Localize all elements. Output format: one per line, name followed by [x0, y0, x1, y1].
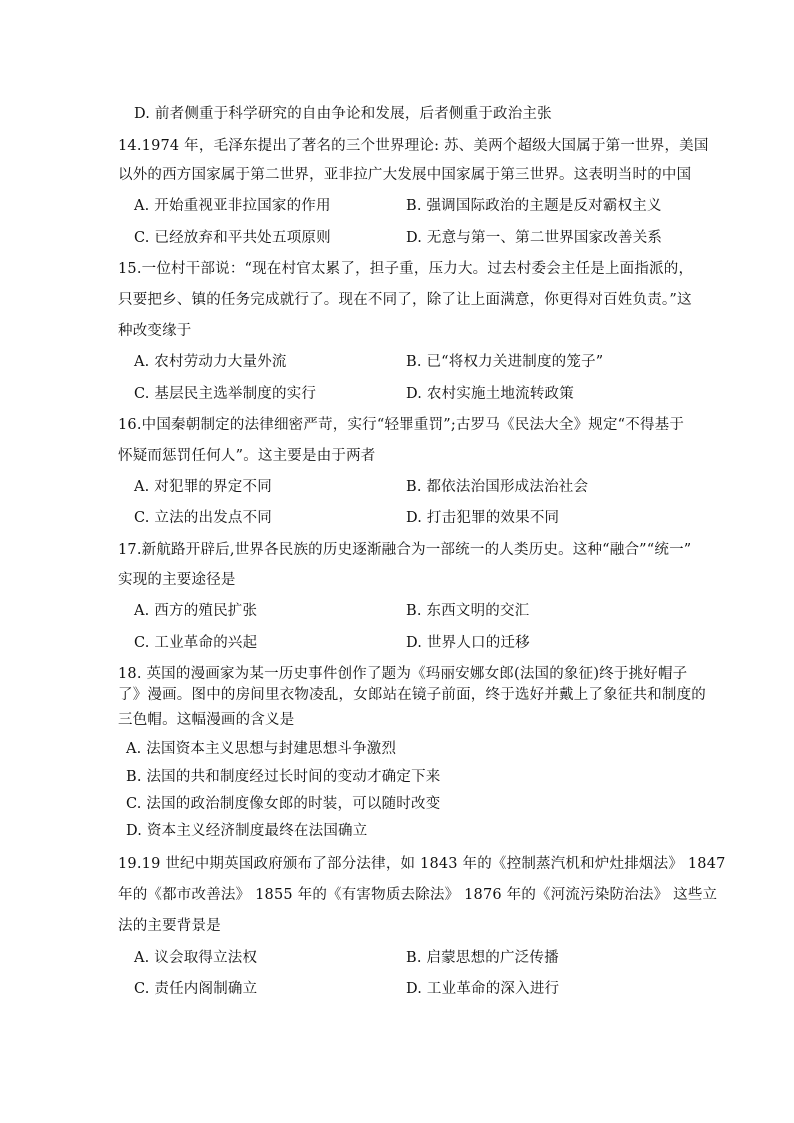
q17-option-b: B. 东西文明的交汇: [406, 603, 530, 619]
q19-option-c: C. 责任内阁制确立: [134, 981, 258, 997]
q19-option-d: D. 工业革命的深入进行: [406, 981, 560, 997]
q16-stem-line-1: 16.中国秦朝制定的法律细密严苛，实行“轻罪重罚”;古罗马《民法大全》规定“不得基于: [118, 417, 685, 433]
q17-stem-line-1: 17.新航路开辟后,世界各民族的历史逐渐融合为一部统一的人类历史。这种“融合”“统一”: [118, 542, 692, 558]
q15-option-a: A. 农村劳动力大量外流: [134, 354, 287, 370]
q19-stem-line-2: 年的《都市改善法》 1855 年的《有害物质去除法》 1876 年的《河流污染防治法》 这些立: [118, 887, 718, 903]
q19-option-b: B. 启蒙思想的广泛传播: [406, 950, 559, 966]
q18-option-d: D. 资本主义经济制度最终在法国确立: [126, 823, 368, 839]
q18-option-c: C. 法国的政治制度像女郎的时装，可以随时改变: [126, 796, 441, 812]
q15-stem-line-1: 15.一位村干部说：“现在村官太累了，担子重，压力大。过去村委会主任是上面指派的，: [118, 261, 694, 277]
q14-option-c: C. 已经放弃和平共处五项原则: [134, 230, 331, 246]
q19-option-a: A. 议会取得立法权: [134, 950, 258, 966]
q14-option-b: B. 强调国际政治的主题是反对霸权主义: [406, 198, 662, 214]
q18-option-b: B. 法国的共和制度经过长时间的变动才确定下来: [126, 769, 441, 785]
q15-stem-line-3: 种改变缘于: [118, 323, 192, 339]
q13-option-d: D. 前者侧重于科学研究的自由争论和发展，后者侧重于政治主张: [134, 106, 552, 122]
q16-option-d: D. 打击犯罪的效果不同: [406, 510, 560, 526]
q18-option-a: A. 法国资本主义思想与封建思想斗争激烈: [126, 741, 397, 757]
q19-stem-line-3: 法的主要背景是: [118, 918, 221, 934]
q17-option-a: A. 西方的殖民扩张: [134, 603, 258, 619]
q15-option-c: C. 基层民主选举制度的实行: [134, 386, 317, 402]
q16-option-b: B. 都依法治国形成法治社会: [406, 479, 589, 495]
q17-option-d: D. 世界人口的迁移: [406, 635, 530, 651]
q15-stem-line-2: 只要把乡、镇的任务完成就行了。现在不同了，除了让上面满意，你更得对百姓负责。”这: [118, 292, 692, 308]
q18-stem-line-1: 18. 英国的漫画家为某一历史事件创作了题为《玛丽安娜女郎(法国的象征)终于挑好帽子: [118, 666, 688, 682]
q17-option-c: C. 工业革命的兴起: [134, 635, 258, 651]
q16-option-a: A. 对犯罪的界定不同: [134, 479, 272, 495]
q19-stem-line-1: 19.19 世纪中期英国政府颁布了部分法律，如 1843 年的《控制蒸汽机和炉灶排烟法》 1847: [118, 856, 726, 872]
q14-stem-line-2: 以外的西方国家属于第二世界，亚非拉广大发展中国家属于第三世界。这表明当时的中国: [118, 167, 692, 183]
q16-stem-line-2: 怀疑而惩罚任何人”。这主要是由于两者: [118, 448, 376, 464]
q14-option-d: D. 无意与第一、第二世界国家改善关系: [406, 230, 663, 246]
q15-option-b: B. 已“将权力关进制度的笼子”: [406, 354, 604, 370]
q18-stem-line-3: 三色帽。这幅漫画的含义是: [118, 712, 295, 728]
q17-stem-line-2: 实现的主要途径是: [118, 572, 236, 588]
q14-option-a: A. 开始重视亚非拉国家的作用: [134, 198, 331, 214]
q15-option-d: D. 农村实施土地流转政策: [406, 386, 574, 402]
q14-stem-line-1: 14.1974 年，毛泽东提出了著名的三个世界理论: 苏、美两个超级大国属于第一世界，美国: [118, 138, 709, 154]
q16-option-c: C. 立法的出发点不同: [134, 510, 272, 526]
q18-stem-line-2: 了》漫画。图中的房间里衣物凌乱，女郎站在镜子前面，终于选好并戴上了象征共和制度的: [118, 687, 706, 703]
